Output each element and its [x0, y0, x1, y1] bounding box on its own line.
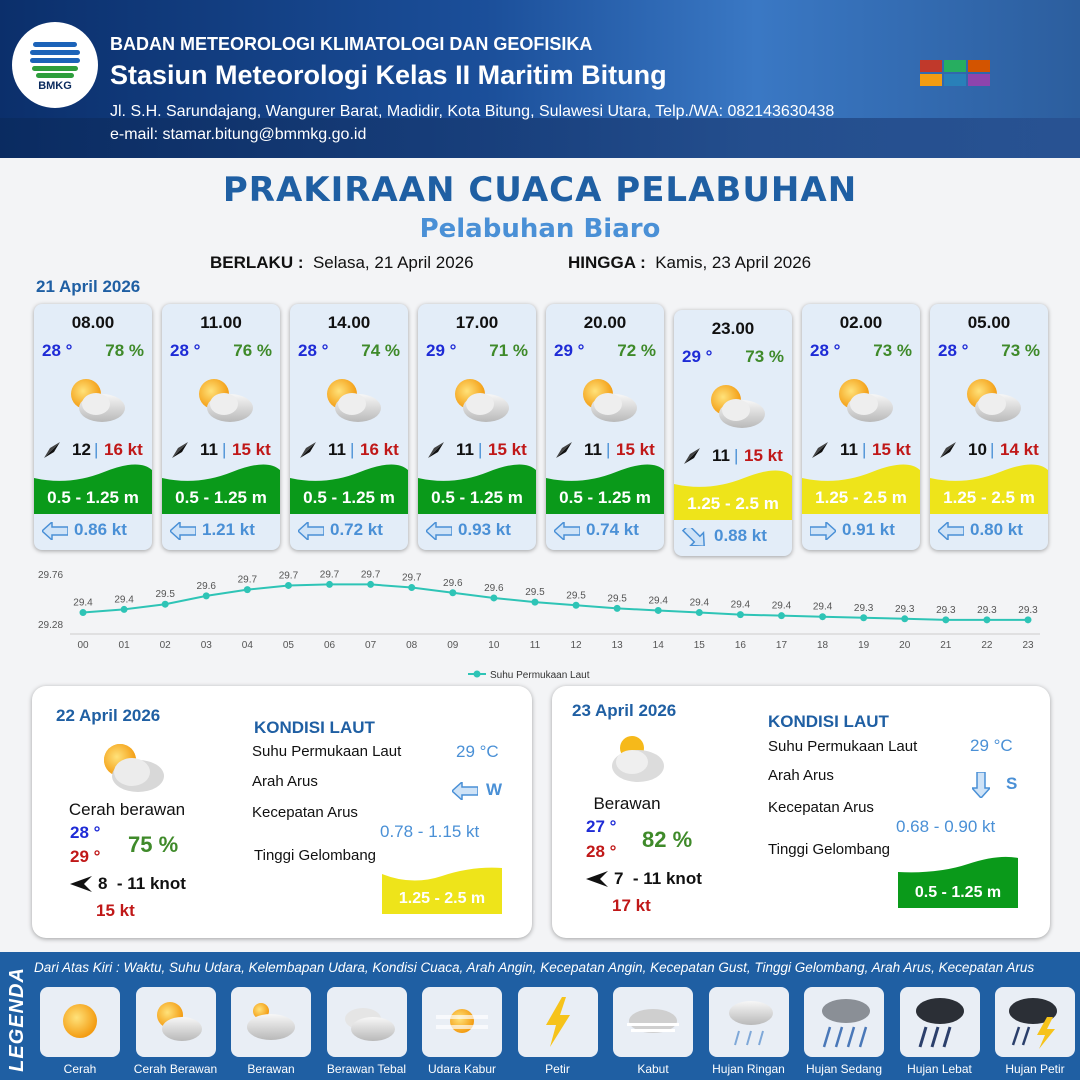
sst-data-label: 29.4	[114, 594, 134, 606]
wave-height: 1.25 - 2.5 m	[687, 494, 779, 513]
sst-data-label: 29.5	[566, 590, 586, 602]
wind-separator: |	[94, 440, 99, 459]
hujan-ringan-icon	[709, 987, 789, 1057]
day2-date: 22 April 2026	[56, 706, 161, 725]
current-direction-icon	[426, 522, 452, 540]
legend-hujan-sedang	[804, 987, 884, 1057]
forecast-time: 17.00	[455, 313, 499, 332]
day2-temp-min: 28 °	[70, 823, 101, 842]
wind-info	[554, 439, 658, 461]
day2-current-speed-label: Kecepatan Arus	[252, 804, 358, 821]
container-graphic	[968, 60, 990, 72]
wind-direction-icon	[426, 440, 446, 460]
agency-name: BADAN METEOROLOGI KLIMATOLOGI DAN GEOFISIKA	[110, 34, 593, 54]
wind-direction-icon	[682, 446, 702, 466]
legend-berawan	[231, 987, 311, 1057]
current-direction-icon	[810, 522, 836, 540]
air-temperature: 29 °	[426, 341, 457, 360]
station-name: Stasiun Meteorologi Kelas II Maritim Bitung	[110, 60, 667, 90]
wind-direction-icon	[70, 876, 92, 892]
wind-info	[170, 439, 274, 461]
current-speed: 0.72 kt	[330, 520, 383, 539]
forecast-time: 20.00	[583, 313, 627, 332]
sst-data-label: 29.3	[977, 604, 997, 616]
day2-wave-label: Tinggi Gelombang	[254, 847, 377, 864]
wind-info	[810, 439, 914, 461]
x-tick-label: 15	[693, 640, 705, 651]
forecast-card	[418, 304, 536, 550]
sst-data-label: 29.6	[484, 582, 504, 594]
current-speed: 0.91 kt	[842, 520, 895, 539]
forecast-card	[162, 304, 280, 550]
x-tick-label: 04	[241, 640, 253, 651]
x-tick-label: 16	[734, 640, 746, 651]
day2-current-dir: W	[486, 780, 503, 799]
x-tick-label: 11	[529, 640, 541, 651]
day2-temp-max: 29 °	[70, 847, 101, 866]
x-tick-label: 10	[488, 640, 500, 651]
current-speed: 0.86 kt	[74, 520, 127, 539]
sst-point	[121, 606, 128, 613]
sst-data-label: 29.4	[771, 600, 792, 612]
sst-data-label: 29.7	[278, 570, 299, 582]
wind-direction-icon	[938, 440, 958, 460]
day1-date: 21 April 2026	[36, 277, 141, 296]
wind-direction-icon	[586, 871, 608, 887]
wind-separator: |	[222, 440, 227, 459]
x-tick-label: 12	[570, 640, 582, 651]
sst-point	[901, 615, 908, 622]
day2-current-dir-label: Arah Arus	[252, 773, 318, 790]
forecast-card	[674, 310, 792, 556]
container-graphic	[968, 74, 990, 86]
wave-height: 1.25 - 2.5 m	[815, 488, 907, 507]
day3-temp-min: 27 °	[586, 817, 617, 836]
air-temperature: 28 °	[298, 341, 329, 360]
forecast-card	[34, 304, 152, 550]
berawan-tebal-icon	[327, 987, 407, 1057]
udara-kabur-icon	[422, 987, 502, 1057]
sst-data-label: 29.5	[525, 587, 545, 599]
sst-data-label: 29.3	[895, 603, 915, 615]
sst-point	[983, 616, 990, 623]
cerah-icon	[40, 987, 120, 1057]
wind-info	[682, 445, 786, 467]
wave-height: 0.5 - 1.25 m	[47, 488, 139, 507]
day2-wind-speed: 8 - 11 knot	[98, 874, 186, 893]
day2-sst-label: Suhu Permukaan Laut	[252, 743, 402, 760]
wind-separator: |	[606, 440, 611, 459]
valid-until: HINGGA : Kamis, 23 April 2026	[568, 253, 812, 272]
legend-hujan-petir	[995, 987, 1075, 1057]
humidity: 78 %	[105, 341, 144, 360]
current-direction-icon	[682, 528, 708, 546]
x-tick-label: 09	[447, 640, 459, 651]
chart-legend-label: Suhu Permukaan Laut	[490, 670, 590, 681]
day3-gust: 17 kt	[612, 896, 651, 915]
day2-panel	[32, 686, 532, 938]
forecast-time: 08.00	[71, 313, 115, 332]
humidity: 73 %	[873, 341, 912, 360]
sst-point	[408, 584, 415, 591]
wind-info	[426, 439, 530, 461]
x-tick-label: 13	[611, 640, 623, 651]
x-tick-label: 21	[940, 640, 952, 651]
sst-point	[778, 612, 785, 619]
page-title: PRAKIRAAN CUACA PELABUHAN	[222, 170, 858, 210]
wind-direction-icon	[298, 440, 318, 460]
forecast-time: 05.00	[967, 313, 1011, 332]
current-speed: 1.21 kt	[202, 520, 255, 539]
humidity: 71 %	[489, 341, 528, 360]
wind-gust: 15 kt	[744, 446, 783, 465]
current-direction-icon	[554, 522, 580, 540]
forecast-card	[802, 304, 920, 550]
legend-bar	[0, 952, 1080, 1080]
legend-label: Cerah	[63, 1062, 97, 1076]
wave-height: 0.5 - 1.25 m	[303, 488, 395, 507]
wind-speed: 11	[840, 440, 858, 459]
legend-hujan-ringan	[709, 987, 789, 1057]
sst-point	[490, 594, 497, 601]
sst-point	[531, 599, 538, 606]
sst-data-label: 29.6	[196, 580, 216, 592]
day3-current-speed-label: Kecepatan Arus	[768, 799, 874, 816]
humidity: 73 %	[1001, 341, 1040, 360]
forecast-card	[930, 304, 1048, 550]
humidity: 74 %	[361, 341, 400, 360]
legend-udara-kabur	[422, 987, 502, 1057]
x-tick-label: 08	[406, 640, 418, 651]
sst-point	[80, 609, 87, 616]
sst-point	[614, 605, 621, 612]
legend-label: Berawan Tebal	[326, 1062, 407, 1076]
day3-temp-max: 28 °	[586, 842, 617, 861]
sst-data-label: 29.6	[443, 577, 463, 589]
x-tick-label: 14	[652, 640, 664, 651]
wind-gust: 15 kt	[232, 440, 271, 459]
legend-berawan-tebal	[327, 987, 407, 1057]
day3-panel	[552, 686, 1050, 938]
legend-cerah-berawan	[136, 987, 216, 1057]
sst-data-label: 29.5	[155, 589, 175, 601]
air-temperature: 29 °	[682, 347, 713, 366]
day3-sea-title: KONDISI LAUT	[768, 712, 889, 731]
wind-info	[938, 439, 1042, 461]
current-direction-icon	[170, 522, 196, 540]
sst-data-label: 29.3	[936, 604, 956, 616]
sst-data-label: 29.7	[360, 569, 381, 581]
hujan-lebat-icon	[900, 987, 980, 1057]
cerah-berawan-icon	[704, 380, 766, 430]
sst-point	[696, 609, 703, 616]
station-address: Jl. S.H. Sarundajang, Wangurer Barat, Madidir, Kota Bitung, Sulawesi Utara, Telp./WA: 082143630438	[110, 103, 835, 120]
current-speed: 0.93 kt	[458, 520, 511, 539]
wind-separator: |	[990, 440, 995, 459]
sst-data-label: 29.3	[1018, 604, 1038, 616]
wind-speed: 11	[328, 440, 346, 459]
x-tick-label: 02	[159, 640, 171, 651]
wind-speed: 11	[712, 446, 730, 465]
forecast-time: 23.00	[711, 319, 755, 338]
cerah-berawan-icon	[320, 374, 382, 424]
humidity: 73 %	[745, 347, 784, 366]
arrow-left-icon	[452, 782, 478, 800]
wave-height: 1.25 - 2.5 m	[943, 488, 1035, 507]
forecast-time: 11.00	[200, 313, 242, 332]
forecast-time: 02.00	[839, 313, 883, 332]
forecast-card	[290, 304, 408, 550]
kabut-icon	[613, 987, 693, 1057]
wind-gust: 16 kt	[360, 440, 399, 459]
sst-data-label: 29.7	[237, 574, 258, 586]
wave-height: 0.5 - 1.25 m	[431, 488, 523, 507]
sst-point	[367, 581, 374, 588]
wind-speed: 11	[584, 440, 602, 459]
forecast-card	[546, 304, 664, 550]
wind-gust: 14 kt	[1000, 440, 1039, 459]
day3-current-speed: 0.68 - 0.90 kt	[896, 817, 996, 836]
wave-height: 0.5 - 1.25 m	[559, 488, 651, 507]
sst-series-line	[83, 584, 1028, 619]
wind-gust: 15 kt	[488, 440, 527, 459]
cerah-berawan-icon	[832, 374, 894, 424]
legend-note: Dari Atas Kiri : Waktu, Suhu Udara, Kelembapan Udara, Kondisi Cuaca, Arah Angin, Kecepatan Angin, Kecepatan Gust, Tinggi Gelombang, Arah Arus, Kecepatan Arus	[34, 960, 1035, 975]
cerah-berawan-icon	[192, 374, 254, 424]
x-tick-label: 18	[817, 640, 829, 651]
wind-gust: 15 kt	[616, 440, 655, 459]
wind-speed: 11	[456, 440, 474, 459]
sst-point	[655, 607, 662, 614]
wind-direction-icon	[554, 440, 574, 460]
air-temperature: 28 °	[938, 341, 969, 360]
sst-point	[1025, 616, 1032, 623]
day3-wave-height: 0.5 - 1.25 m	[914, 884, 1002, 901]
day2-sst-value: 29 °C	[456, 742, 499, 761]
wind-info	[42, 439, 146, 461]
wind-separator: |	[350, 440, 355, 459]
valid-from: BERLAKU : Selasa, 21 April 2026	[210, 253, 474, 272]
day3-current-dir-label: Arah Arus	[768, 767, 834, 784]
current-speed: 0.80 kt	[970, 520, 1023, 539]
port-name: Pelabuhan Biaro	[419, 214, 661, 244]
legend-label: Hujan Sedang	[805, 1062, 883, 1076]
humidity: 76 %	[233, 341, 272, 360]
arrow-down-icon	[972, 772, 990, 798]
current-speed: 0.88 kt	[714, 526, 767, 545]
legend-kabut	[613, 987, 693, 1057]
wind-direction-icon	[810, 440, 830, 460]
wave-height: 0.5 - 1.25 m	[175, 488, 267, 507]
sst-line-chart	[0, 560, 1080, 685]
x-tick-label: 23	[1022, 640, 1034, 651]
sst-point	[860, 614, 867, 621]
day3-weather-desc: Berawan	[593, 794, 661, 813]
hujan-sedang-icon	[804, 987, 884, 1057]
sst-point	[285, 582, 292, 589]
humidity: 72 %	[617, 341, 656, 360]
day2-current-speed: 0.78 - 1.15 kt	[380, 822, 480, 841]
air-temperature: 28 °	[810, 341, 841, 360]
container-graphic	[944, 60, 966, 72]
sst-point	[449, 589, 456, 596]
legend-petir	[518, 987, 598, 1057]
y-tick-label: 29.76	[38, 570, 64, 581]
day2-humidity: 75 %	[128, 832, 179, 857]
wind-separator: |	[862, 440, 867, 459]
legend-label: Hujan Ringan	[712, 1062, 785, 1076]
day2-weather-desc: Cerah berawan	[68, 800, 186, 819]
cerah-berawan-icon	[64, 374, 126, 424]
wind-gust: 16 kt	[104, 440, 143, 459]
legend-label: Hujan Lebat	[907, 1062, 972, 1076]
container-graphic	[920, 60, 942, 72]
sst-data-label: 29.5	[607, 593, 627, 605]
current-direction-icon	[42, 522, 68, 540]
container-graphic	[944, 74, 966, 86]
legend-label: Hujan Petir	[1005, 1062, 1065, 1076]
current-direction-icon	[938, 522, 964, 540]
cerah-berawan-icon	[136, 987, 216, 1057]
day3-date: 23 April 2026	[572, 701, 677, 720]
day3-wind-speed: 7 - 11 knot	[614, 869, 702, 888]
legend-label: Udara Kabur	[427, 1062, 497, 1076]
x-tick-label: 00	[77, 640, 89, 651]
x-tick-label: 22	[981, 640, 993, 651]
sst-data-label: 29.4	[812, 601, 833, 613]
legend-cerah	[40, 987, 120, 1057]
day3-current-dir: S	[1006, 774, 1018, 793]
station-email[interactable]: e-mail: stamar.bitung@bmmkg.go.id	[110, 126, 367, 143]
petir-icon	[518, 987, 598, 1057]
wind-speed: 12	[72, 440, 91, 459]
x-tick-label: 01	[118, 640, 130, 651]
sst-data-label: 29.3	[853, 602, 874, 614]
wind-gust: 15 kt	[872, 440, 911, 459]
x-tick-label: 19	[858, 640, 870, 651]
legend-label: Kabut	[637, 1062, 669, 1076]
air-temperature: 28 °	[42, 341, 73, 360]
header-banner	[0, 0, 1080, 158]
sst-point	[203, 592, 210, 599]
sst-data-label: 29.7	[319, 569, 340, 581]
legend-label: Petir	[545, 1062, 570, 1076]
wind-speed: 11	[200, 440, 218, 459]
hujan-petir-icon	[995, 987, 1075, 1057]
wind-direction-icon	[42, 440, 62, 460]
x-tick-label: 07	[365, 640, 377, 651]
cerah-berawan-icon	[448, 374, 510, 424]
sst-point	[573, 602, 580, 609]
sst-data-label: 29.4	[689, 597, 710, 609]
legend-swatch-dot	[474, 671, 481, 678]
x-tick-label: 05	[282, 640, 294, 651]
sst-data-label: 29.4	[73, 597, 93, 609]
current-direction-icon	[298, 522, 324, 540]
day2-wave-height: 1.25 - 2.5 m	[398, 890, 486, 907]
air-temperature: 28 °	[170, 341, 201, 360]
day3-wave-label: Tinggi Gelombang	[768, 841, 891, 858]
current-speed: 0.74 kt	[586, 520, 639, 539]
sst-data-label: 29.4	[730, 599, 751, 611]
cerah-berawan-icon	[92, 736, 172, 796]
day3-sst-label: Suhu Permukaan Laut	[768, 738, 918, 755]
wind-separator: |	[478, 440, 483, 459]
legend-label: Berawan	[247, 1062, 295, 1076]
sst-data-label: 29.7	[401, 572, 422, 584]
x-tick-label: 06	[323, 640, 336, 651]
air-temperature: 29 °	[554, 341, 585, 360]
sst-data-label: 29.4	[648, 595, 668, 607]
cerah-berawan-icon	[576, 374, 638, 424]
sst-point	[942, 616, 949, 623]
berawan-icon	[231, 987, 311, 1057]
legend-label: Cerah Berawan	[133, 1062, 218, 1076]
day2-gust: 15 kt	[96, 901, 135, 920]
berawan-icon	[602, 730, 672, 786]
wind-speed: 10	[968, 440, 987, 459]
sst-point	[819, 613, 826, 620]
wind-direction-icon	[170, 440, 190, 460]
wind-separator: |	[734, 446, 739, 465]
sst-point	[244, 586, 251, 593]
x-tick-label: 17	[775, 640, 788, 651]
container-graphic	[920, 74, 942, 86]
day2-sea-title: KONDISI LAUT	[254, 718, 375, 737]
bmkg-logo: BMKG	[12, 22, 98, 108]
sst-point	[326, 581, 333, 588]
day3-humidity: 82 %	[642, 827, 693, 852]
legend-title: LEGENDA	[5, 966, 28, 1072]
x-tick-label: 20	[899, 640, 911, 651]
wind-info	[298, 439, 402, 461]
sst-point	[737, 611, 744, 618]
cerah-berawan-icon	[960, 374, 1022, 424]
forecast-time: 14.00	[327, 313, 371, 332]
y-tick-label: 29.28	[38, 620, 64, 631]
sst-point	[162, 601, 169, 608]
x-tick-label: 03	[200, 640, 212, 651]
legend-hujan-lebat	[900, 987, 980, 1057]
day3-sst-value: 29 °C	[970, 736, 1013, 755]
